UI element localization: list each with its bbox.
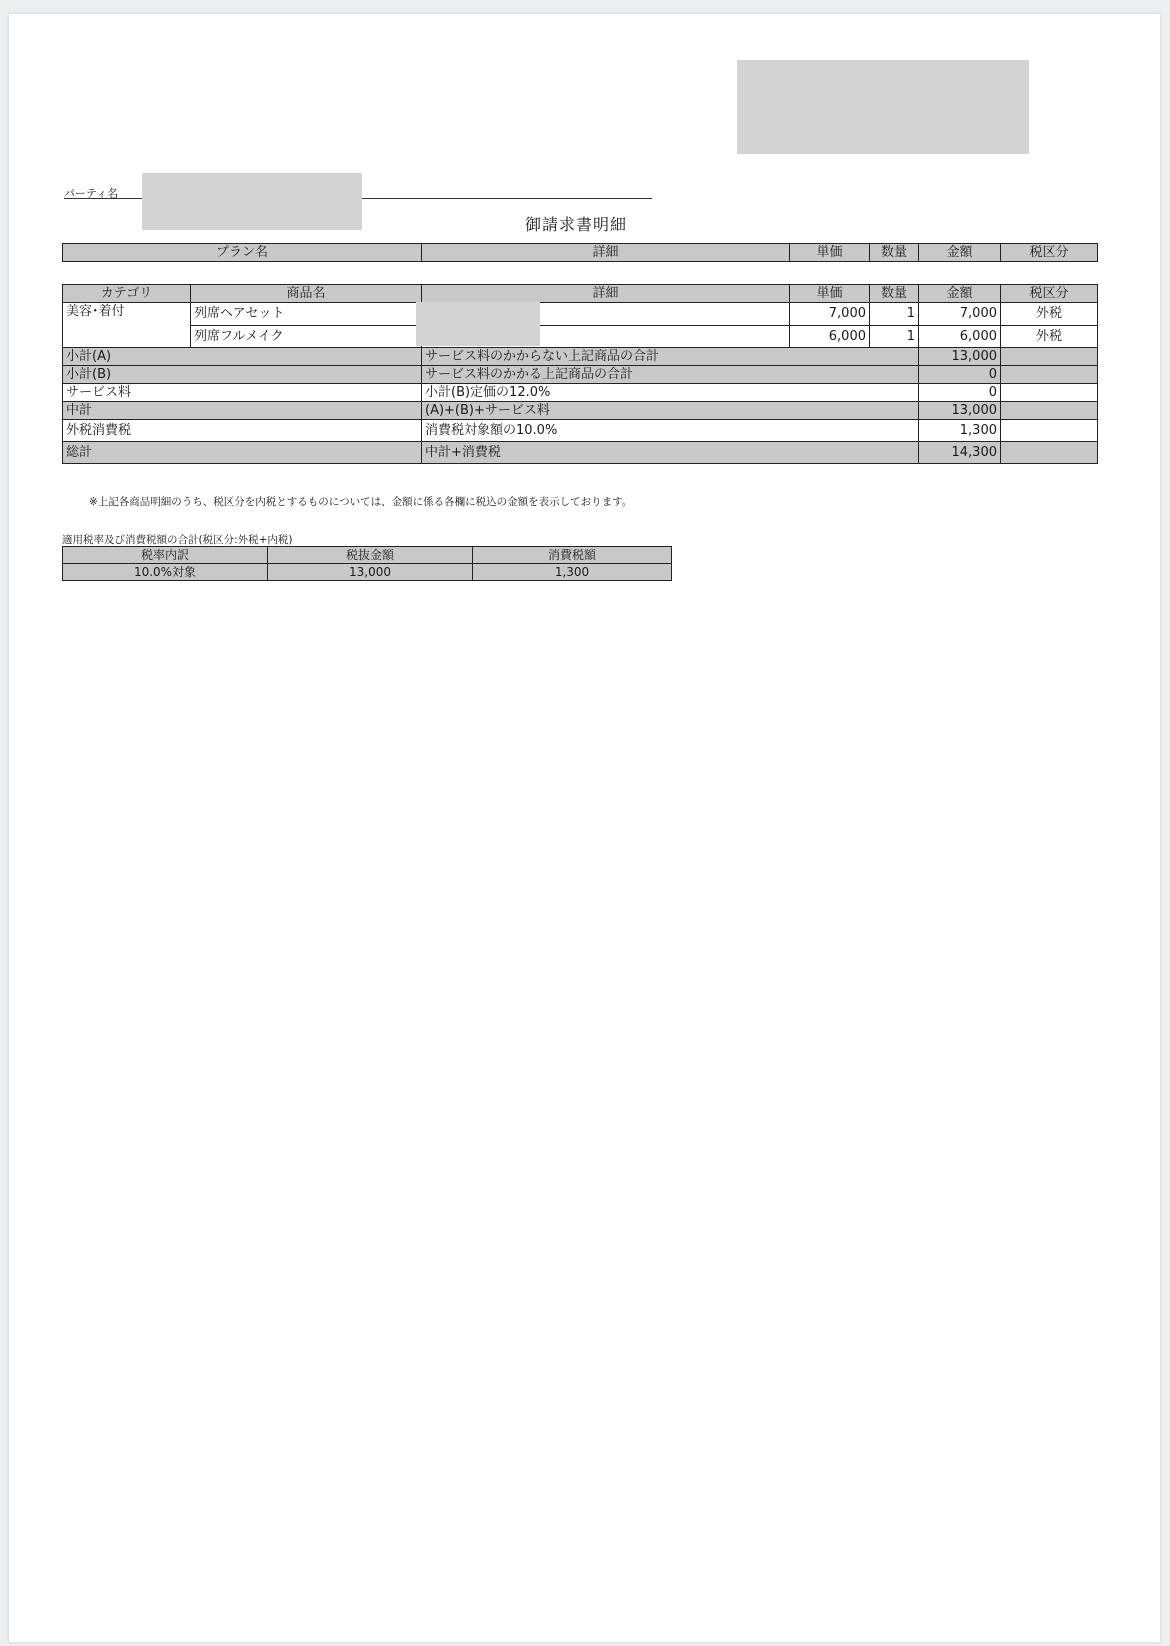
summary-blank bbox=[1001, 420, 1098, 442]
summary-amount: 0 bbox=[919, 384, 1001, 402]
quantity-cell: 1 bbox=[870, 303, 919, 326]
tax-rate-cell: 10.0%対象 bbox=[63, 564, 268, 581]
summary-blank bbox=[1001, 384, 1098, 402]
summary-label: 外税消費税 bbox=[63, 420, 422, 442]
amount-cell: 6,000 bbox=[919, 325, 1001, 348]
consumption-tax-cell: 1,300 bbox=[473, 564, 672, 581]
tax-summary-table bbox=[62, 546, 672, 581]
table-row bbox=[63, 564, 672, 581]
header-tax-class: 税区分 bbox=[1001, 244, 1098, 262]
quantity-cell: 1 bbox=[870, 325, 919, 348]
redacted-header-block bbox=[737, 60, 1029, 154]
product-name-cell: 列席ヘアセット bbox=[191, 303, 422, 326]
summary-amount: 0 bbox=[919, 366, 1001, 384]
consumption-tax-row bbox=[63, 420, 1098, 442]
summary-detail: 消費税対象額の10.0% bbox=[422, 420, 919, 442]
header-unit-price: 単価 bbox=[790, 244, 870, 262]
header-detail: 詳細 bbox=[422, 285, 790, 303]
header-quantity: 数量 bbox=[870, 244, 919, 262]
summary-detail: (A)+(B)+サービス料 bbox=[422, 402, 919, 420]
summary-detail: サービス料のかからない上記商品の合計 bbox=[422, 348, 919, 366]
tax-summary-header bbox=[63, 547, 672, 564]
unit-price-cell: 6,000 bbox=[790, 325, 870, 348]
party-name-label: パーティ名 bbox=[64, 187, 119, 200]
summary-amount: 13,000 bbox=[919, 348, 1001, 366]
summary-label: サービス料 bbox=[63, 384, 422, 402]
amount-excluding-tax-cell: 13,000 bbox=[268, 564, 473, 581]
summary-amount: 14,300 bbox=[919, 442, 1001, 464]
summary-label: 小計(A) bbox=[63, 348, 422, 366]
amount-cell: 7,000 bbox=[919, 303, 1001, 326]
unit-price-cell: 7,000 bbox=[790, 303, 870, 326]
summary-detail: 小計(B)定価の12.0% bbox=[422, 384, 919, 402]
document-title: 御請求書明細 bbox=[525, 215, 628, 234]
product-name-cell: 列席フルメイク bbox=[191, 325, 422, 348]
tax-class-cell: 外税 bbox=[1001, 325, 1098, 348]
summary-detail: 中計+消費税 bbox=[422, 442, 919, 464]
summary-blank bbox=[1001, 402, 1098, 420]
summary-blank bbox=[1001, 348, 1098, 366]
subtotal-b-row bbox=[63, 366, 1098, 384]
category-cell: 美容･着付 bbox=[63, 303, 191, 348]
header-detail: 詳細 bbox=[422, 244, 790, 262]
summary-blank bbox=[1001, 366, 1098, 384]
header-tax-rate-breakdown: 税率内訳 bbox=[63, 547, 268, 564]
tax-summary-title: 適用税率及び消費税額の合計(税区分:外税+内税) bbox=[62, 534, 293, 546]
redacted-party-name bbox=[142, 173, 362, 230]
header-plan-name: プラン名 bbox=[63, 244, 422, 262]
item-table-header bbox=[63, 285, 1098, 303]
header-product-name: 商品名 bbox=[191, 285, 422, 303]
item-table bbox=[62, 284, 1098, 464]
header-consumption-tax-amount: 消費税額 bbox=[473, 547, 672, 564]
summary-label: 小計(B) bbox=[63, 366, 422, 384]
table-row bbox=[63, 325, 1098, 348]
tax-inclusive-note: ※上記各商品明細のうち、税区分を内税とするものについては、金額に係る各欄に税込の金額を表示しております。 bbox=[89, 496, 633, 508]
summary-amount: 13,000 bbox=[919, 402, 1001, 420]
header-tax-class: 税区分 bbox=[1001, 285, 1098, 303]
redacted-item-detail bbox=[416, 302, 540, 346]
header-quantity: 数量 bbox=[870, 285, 919, 303]
plan-table bbox=[62, 243, 1098, 262]
table-row bbox=[63, 303, 1098, 326]
summary-label: 中計 bbox=[63, 402, 422, 420]
tax-class-cell: 外税 bbox=[1001, 303, 1098, 326]
header-amount-excluding-tax: 税抜金額 bbox=[268, 547, 473, 564]
invoice-page bbox=[9, 14, 1160, 1642]
subtotal-a-row bbox=[63, 348, 1098, 366]
plan-table-header bbox=[63, 244, 1098, 262]
summary-detail: サービス料のかかる上記商品の合計 bbox=[422, 366, 919, 384]
summary-blank bbox=[1001, 442, 1098, 464]
header-amount: 金額 bbox=[919, 285, 1001, 303]
summary-label: 総計 bbox=[63, 442, 422, 464]
grand-total-row bbox=[63, 442, 1098, 464]
summary-amount: 1,300 bbox=[919, 420, 1001, 442]
service-charge-row bbox=[63, 384, 1098, 402]
header-amount: 金額 bbox=[919, 244, 1001, 262]
header-category: カテゴリ bbox=[63, 285, 191, 303]
header-unit-price: 単価 bbox=[790, 285, 870, 303]
midtotal-row bbox=[63, 402, 1098, 420]
